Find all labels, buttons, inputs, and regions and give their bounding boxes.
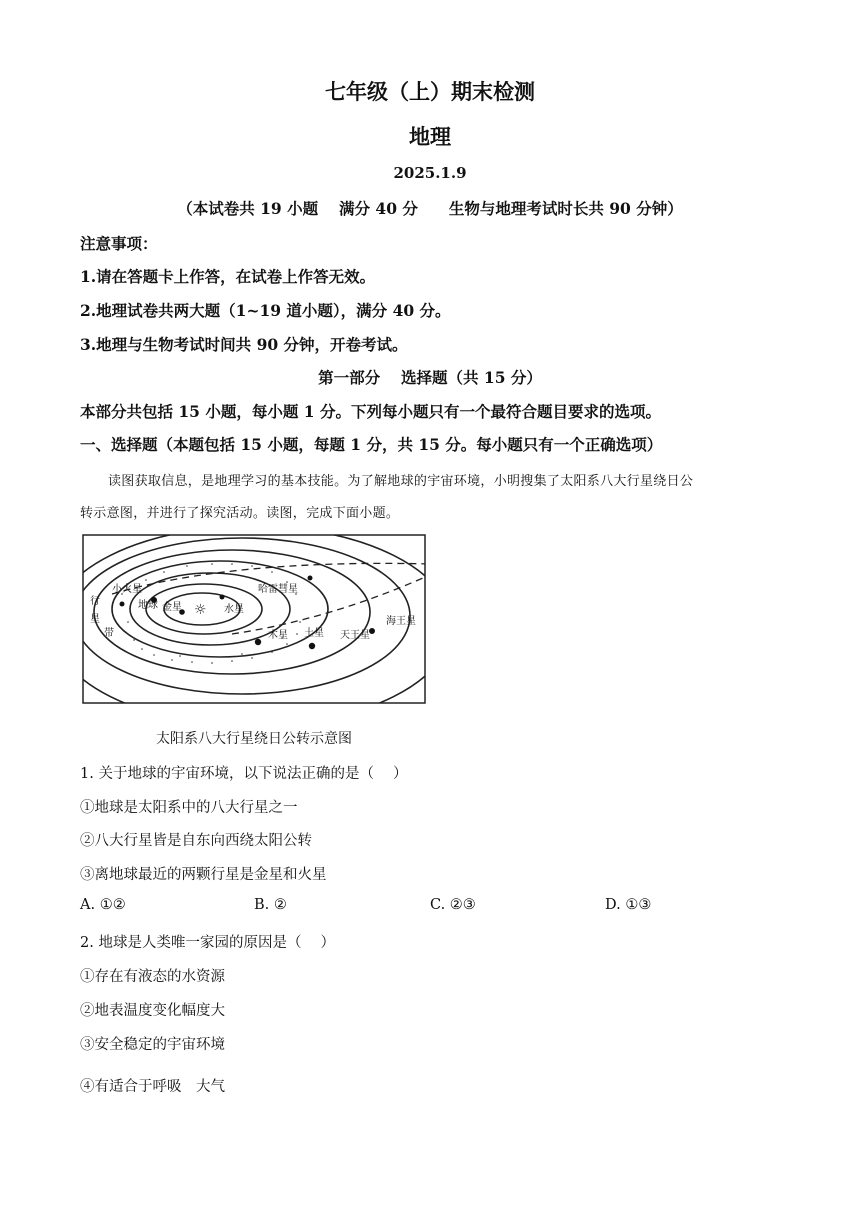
saturn-dot (309, 643, 315, 649)
q1-option-d: D. ①③ (605, 897, 652, 913)
subject-title: 地理 (409, 124, 451, 149)
comet-dot (308, 576, 313, 581)
part1-intro: 本部分共包括 15 小题，每小题 1 分。下列每小题只有一个最符合题目要求的选项。 (80, 402, 661, 421)
figure-caption: 太阳系八大行星绕日公转示意图 (156, 731, 352, 747)
label-comet: 哈雷彗星 (258, 584, 298, 595)
notice-heading: 注意事项： (80, 234, 158, 253)
notice-item-1: 1.请在答题卡上作答，在试卷上作答无效。 (80, 267, 376, 286)
passage-line-1: 读图获取信息，是地理学习的基本技能。为了解地球的宇宙环境，小明搜集了太阳系八大行星绕日公 (108, 474, 694, 489)
label-jupiter: 木星 (268, 630, 288, 641)
section-heading: 一、选择题（本题包括 15 小题，每题 1 分，共 15 分。每小题只有一个正确选项） (80, 435, 663, 454)
q1-option-c: C. ②③ (430, 897, 476, 913)
label-venus: 金星 (162, 602, 182, 613)
passage-line-2: 转示意图，并进行了探究活动。读图，完成下面小题。 (80, 506, 400, 521)
q2-statement-1: ①存在有液态的水资源 (80, 969, 225, 985)
q1-option-b: B. ② (254, 897, 287, 913)
label-saturn: 土星 (304, 628, 324, 639)
q1-statement-3: ③离地球最近的两颗行星是金星和火星 (80, 867, 327, 883)
q2-statement-4: ④有适合于呼吸 大气 (80, 1079, 225, 1095)
q1-statement-2: ②八大行星皆是自东向西绕太阳公转 (80, 833, 312, 849)
exam-date: 2025.1.9 (393, 164, 467, 182)
notice-item-2: 2.地理试卷共两大题（1~19 道小题），满分 40 分。 (80, 301, 451, 320)
mercury-dot (220, 595, 225, 600)
part1-heading: 第一部分 选择题（共 15 分） (318, 368, 542, 387)
jupiter-dot (255, 639, 261, 645)
label-belt-3: 带 (104, 628, 114, 639)
label-mars: 小火星 (112, 584, 142, 595)
q2-statement-2: ②地表温度变化幅度大 (80, 1003, 225, 1019)
exam-info: （本试卷共 19 小题 满分 40 分 生物与地理考试时长共 90 分钟） (177, 199, 683, 218)
label-earth: 地球 (138, 600, 158, 611)
diagram-frame (83, 535, 425, 703)
exam-title: 七年级（上）期末检测 (325, 79, 535, 104)
notice-item-3: 3.地理与生物考试时间共 90 分钟，开卷考试。 (80, 335, 408, 354)
solar-system-diagram (82, 534, 426, 704)
sun-icon: ☼ (194, 602, 207, 618)
label-uranus: 天王星 (340, 630, 370, 641)
label-mercury: 水星 (224, 604, 244, 615)
label-belt-1: 行 (90, 596, 100, 607)
q1-stem: 1. 关于地球的宇宙环境，以下说法正确的是（ ） (80, 766, 408, 782)
q2-stem: 2. 地球是人类唯一家园的原因是（ ） (80, 935, 336, 951)
label-neptune: 海王星 (386, 616, 416, 627)
label-belt-2: 星 (90, 614, 100, 625)
mars-dot (120, 602, 125, 607)
q2-statement-3: ③安全稳定的宇宙环境 (80, 1037, 225, 1053)
q1-option-a: A. ①② (80, 897, 126, 913)
q1-statement-1: ①地球是太阳系中的八大行星之一 (80, 800, 298, 816)
